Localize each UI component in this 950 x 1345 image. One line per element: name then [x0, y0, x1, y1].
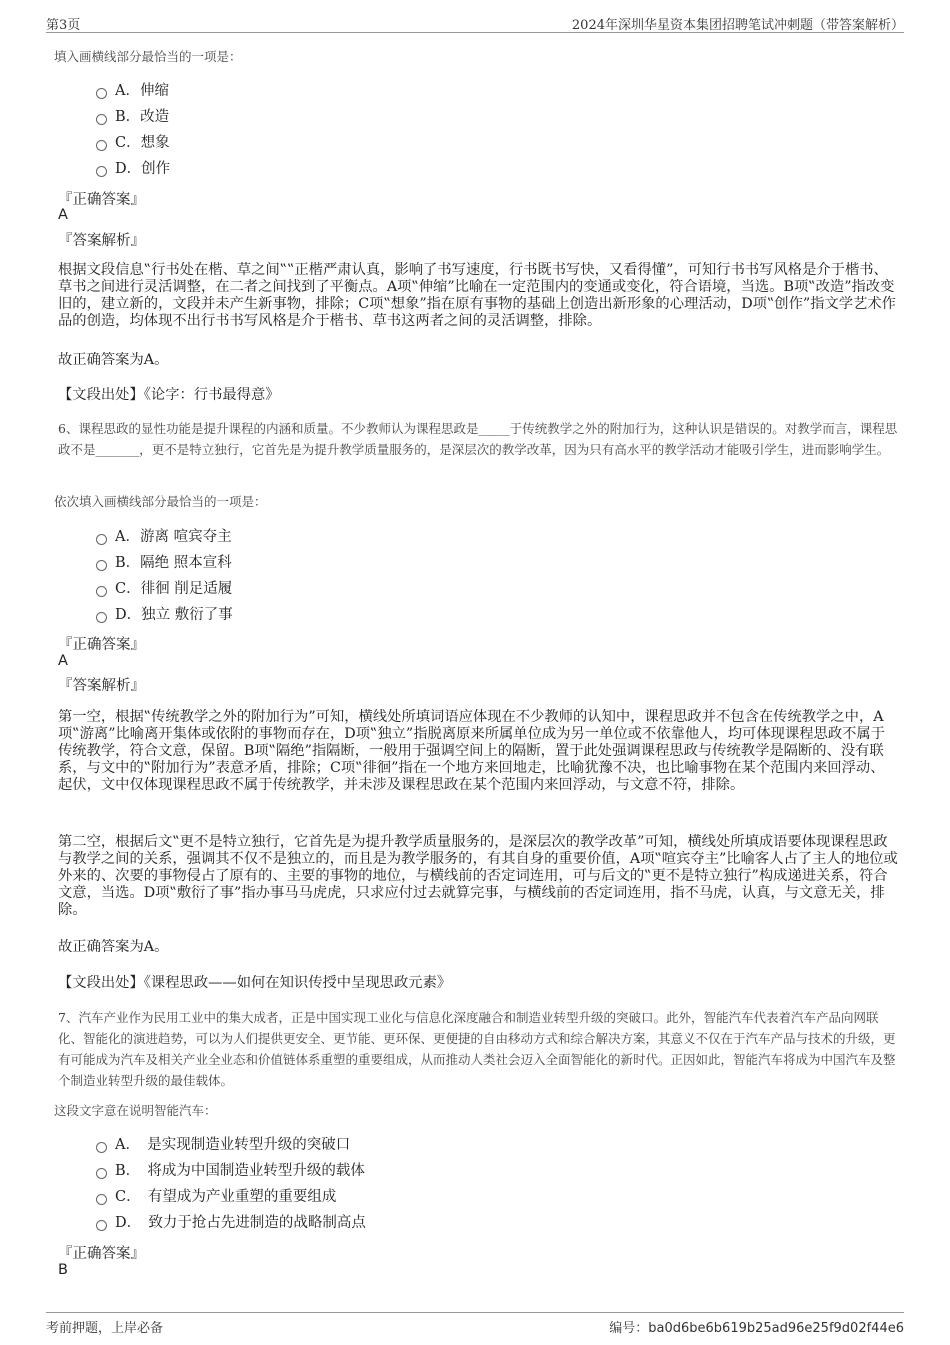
q6-source: 【文段出处】《课程思政——如何在知识传授中呈现思政元素》 — [58, 975, 452, 991]
radio-icon — [96, 166, 107, 177]
document-code: 编号：ba0d6be6b619b25ad96e25f9d02f44e6 — [609, 1321, 904, 1336]
q6-analysis-blank-1: 第一空，根据‟传统教学之外的附加行为”可知，横线处所填词语应体现在不少教师的认知中，课程思政并不包含在传统教学之中，A项‟游离”比喻离开集体或依附的事物而存在，D项‟独立”指脱离原来所属单位成为另一单位或不依靠他人，均可体现课程思政不属于传统教学，符合文意，保留。B项‟隔绝”指隔断，一般用于强调空间上的隔断，置于此处强调课程思政与传统教学是隔断的、没有联系，与文中的‟附加行为”表意矛盾，排除；C项‟徘徊”指在一个地方来回地走，比喻犹豫不决，也比喻事物在某个范围内来回浮动、起伏，文中仅体现课程思政不属于传统教学，并未涉及课程思政在某个范围内来回浮动，与文意不符，排除。 — [58, 709, 886, 793]
q6-option-a[interactable]: A．游离 喧宾夺主 — [96, 527, 232, 547]
q6-option-d[interactable]: D．独立 敷衍了事 — [96, 605, 233, 625]
footer-slogan: 考前押题，上岸必备 — [46, 1321, 164, 1336]
radio-icon — [96, 140, 107, 151]
radio-icon — [96, 560, 107, 571]
radio-icon — [96, 1194, 107, 1205]
q6-conclusion: 故正确答案为A。 — [58, 939, 169, 955]
q7-option-c[interactable]: C． 有望成为产业重塑的重要组成 — [96, 1187, 336, 1207]
radio-icon — [96, 88, 107, 99]
q5-option-a[interactable]: A．伸缩 — [96, 81, 169, 101]
q6-analysis-blank-2: 第二空，根据后文‟更不是特立独行，它首先是为提升教学质量服务的，是深层次的教学改革”可知，横线处所填成语要体现课程思政与教学之间的关系，强调其不仅不是独立的，而且是为教学服务的，有其自身的重要价值，A项‟喧宾夺主”比喻客人占了主人的地位或外来的、次要的事物侵占了原有的、主要的事物的地位，与横线前的否定词连用，可与后文的‟更不是特立独行”构成递进关系，符合文意，当选。D项‟敷衍了事”指办事马马虎虎，只求应付过去就算完事，与横线前的否定词连用，指不马虎，认真，与文意无关，排除。 — [58, 834, 898, 918]
q7-option-d[interactable]: D． 致力于抢占先进制造的战略制高点 — [96, 1213, 366, 1233]
radio-icon — [96, 534, 107, 545]
q5-analysis: 根据文段信息‟行书处在楷、草之间‟‟正楷严肃认真，影响了书写速度，行书既书写快，又看得懂”，可知行书书写风格是介于楷书、草书之间进行灵活调整，在二者之间找到了平衡点。A项‟伸缩”比喻在一定范围内的变通或变化，符合语境，当选。B项‟改造”指改变旧的，建立新的，文段并未产生新事物，排除；C项‟想象”指在原有事物的基础上创造出新形象的心理活动，D项‟创作”指文学艺术作品的创造，均体现不出行书书写风格是介于楷书、草书这两者之间的灵活调整，排除。 — [58, 262, 896, 329]
page-header — [46, 12, 904, 33]
q6-analysis-label: 『答案解析』 — [58, 678, 145, 694]
radio-icon — [96, 586, 107, 597]
q7-answer: B — [58, 1262, 68, 1278]
radio-icon — [96, 1168, 107, 1179]
radio-icon — [96, 1220, 107, 1231]
radio-icon — [96, 114, 107, 125]
radio-icon — [96, 1142, 107, 1153]
q7-answer-label: 『正确答案』 — [58, 1246, 145, 1262]
q5-source: 【文段出处】《论字：行书最得意》 — [58, 387, 280, 403]
q5-analysis-label: 『答案解析』 — [58, 233, 145, 249]
q5-option-b[interactable]: B．改造 — [96, 107, 169, 127]
q7-option-b[interactable]: B． 将成为中国制造业转型升级的载体 — [96, 1161, 365, 1181]
q5-option-c[interactable]: C．想象 — [96, 133, 170, 153]
q7-option-a[interactable]: A． 是实现制造业转型升级的突破口 — [96, 1135, 350, 1155]
q6-stem: 6、课程思政的显性功能是提升课程的内涵和质量。不少教师认为课程思政是_____于传统教学之外的附加行为，这种认识是错误的。对教学而言，课程思政不是_______，更不是特立独行，它首先是为提升教学质量服务的，是深层次的教学改革，因为只有高水平的教学活动才能吸引学生，进而影响学生。 — [58, 421, 898, 457]
q5-conclusion: 故正确答案为A。 — [58, 352, 169, 368]
page-number: 第3页 — [46, 18, 81, 33]
q5-answer: A — [58, 207, 68, 223]
q5-option-d[interactable]: D．创作 — [96, 159, 170, 179]
q7-prompt: 这段文字意在说明智能汽车： — [54, 1103, 217, 1118]
q6-option-c[interactable]: C．徘徊 削足适履 — [96, 579, 232, 599]
q6-answer: A — [58, 653, 68, 669]
q7-stem: 7、汽车产业作为民用工业中的集大成者，正是中国实现工业化与信息化深度融合和制造业转型升级的突破口。此外，智能汽车代表着汽车产品向网联化、智能化的演进趋势，可以为人们提供更安全、更节能、更环保、更便捷的自由移动方式和综合解决方案，其意义不仅在于汽车产品与技术的升级，更有可能成为汽车及相关产业全业态和价值链体系重塑的重要组成，从而推动人类社会迈入全面智能化的新时代。正因如此，智能汽车将成为中国汽车及整个制造业转型升级的最佳载体。 — [58, 1010, 896, 1088]
q6-answer-label: 『正确答案』 — [58, 637, 145, 653]
document-title: 2024年深圳华星资本集团招聘笔试冲刺题（带答案解析） — [571, 18, 904, 33]
q5-answer-label: 『正确答案』 — [58, 192, 145, 208]
q6-prompt: 依次填入画横线部分最恰当的一项是： — [54, 494, 267, 509]
radio-icon — [96, 612, 107, 623]
page-footer — [46, 1312, 904, 1339]
q5-prompt: 填入画横线部分最恰当的一项是： — [54, 49, 242, 64]
q6-option-b[interactable]: B．隔绝 照本宣科 — [96, 553, 232, 573]
